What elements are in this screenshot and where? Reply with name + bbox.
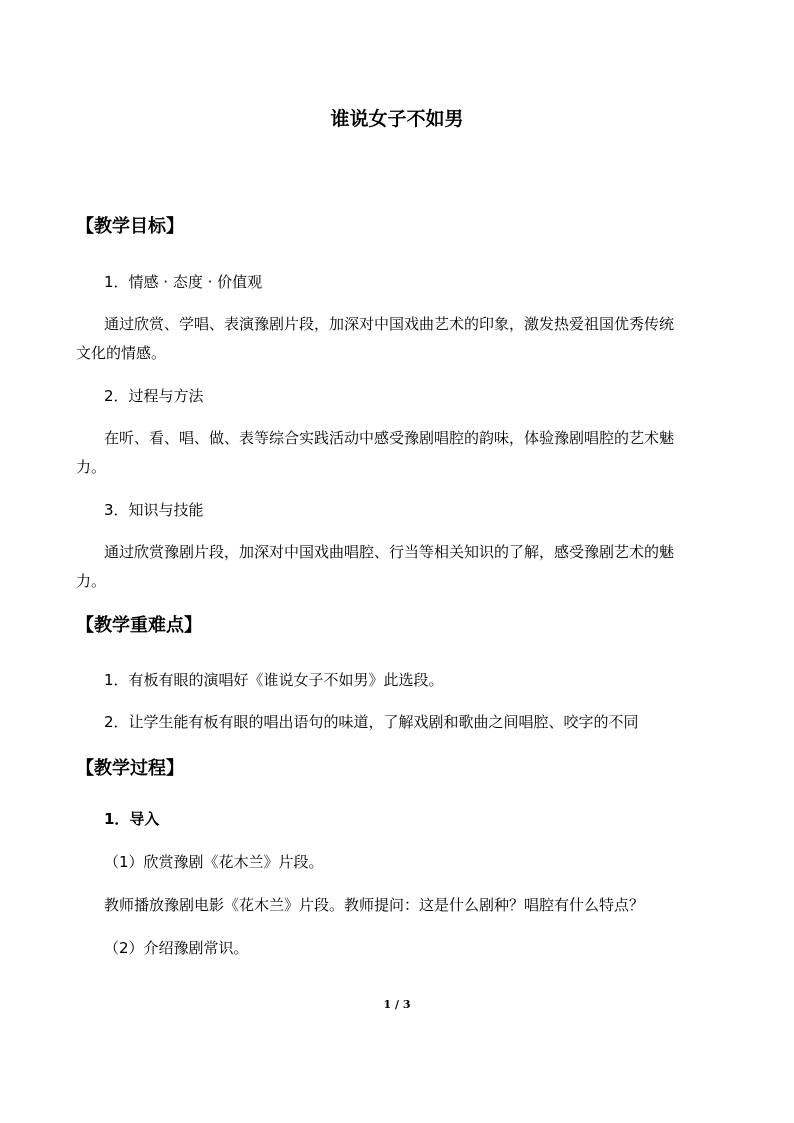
keypoint-item-2: 2．让学生能有板有眼的唱出语句的味道，了解戏剧和歌曲之间唱腔、咬字的不同 [104, 713, 639, 731]
goal-item-1-text-line-2: 文化的情感。 [76, 344, 167, 362]
process-sub-item-1: （1）欣赏豫剧《花木兰》片段。 [104, 853, 324, 871]
goal-item-1-label: 1．情感 · 态度 · 价值观 [104, 273, 263, 291]
process-sub-item-2: （2）介绍豫剧常识。 [104, 939, 249, 957]
goal-item-1-text-line-1: 通过欣赏、学唱、表演豫剧片段，加深对中国戏曲艺术的印象，激发热爱祖国优秀传统 [104, 315, 675, 333]
section-heading-teaching-process: 【教学过程】 [76, 758, 184, 779]
goal-item-3-label: 3．知识与技能 [104, 501, 204, 519]
keypoint-item-1: 1．有板有眼的演唱好《谁说女子不如男》此选段。 [104, 671, 444, 689]
process-step-1-label: 1．导入 [104, 810, 160, 828]
section-heading-teaching-goals: 【教学目标】 [76, 216, 184, 237]
section-heading-key-points: 【教学重难点】 [76, 615, 202, 636]
goal-item-3-text-line-2: 力。 [76, 572, 107, 590]
goal-item-3-text-line-1: 通过欣赏豫剧片段，加深对中国戏曲唱腔、行当等相关知识的了解，感受豫剧艺术的魅 [104, 543, 675, 561]
page-number: 1 / 3 [383, 998, 411, 1011]
page-title: 谁说女子不如男 [330, 108, 464, 130]
goal-item-2-label: 2．过程与方法 [104, 387, 204, 405]
goal-item-2-text-line-2: 力。 [76, 458, 107, 476]
process-sub-item-1-text: 教师播放豫剧电影《花木兰》片段。教师提问：这是什么剧种？唱腔有什么特点？ [104, 896, 645, 914]
goal-item-2-text-line-1: 在听、看、唱、做、表等综合实践活动中感受豫剧唱腔的韵味，体验豫剧唱腔的艺术魅 [104, 429, 675, 447]
